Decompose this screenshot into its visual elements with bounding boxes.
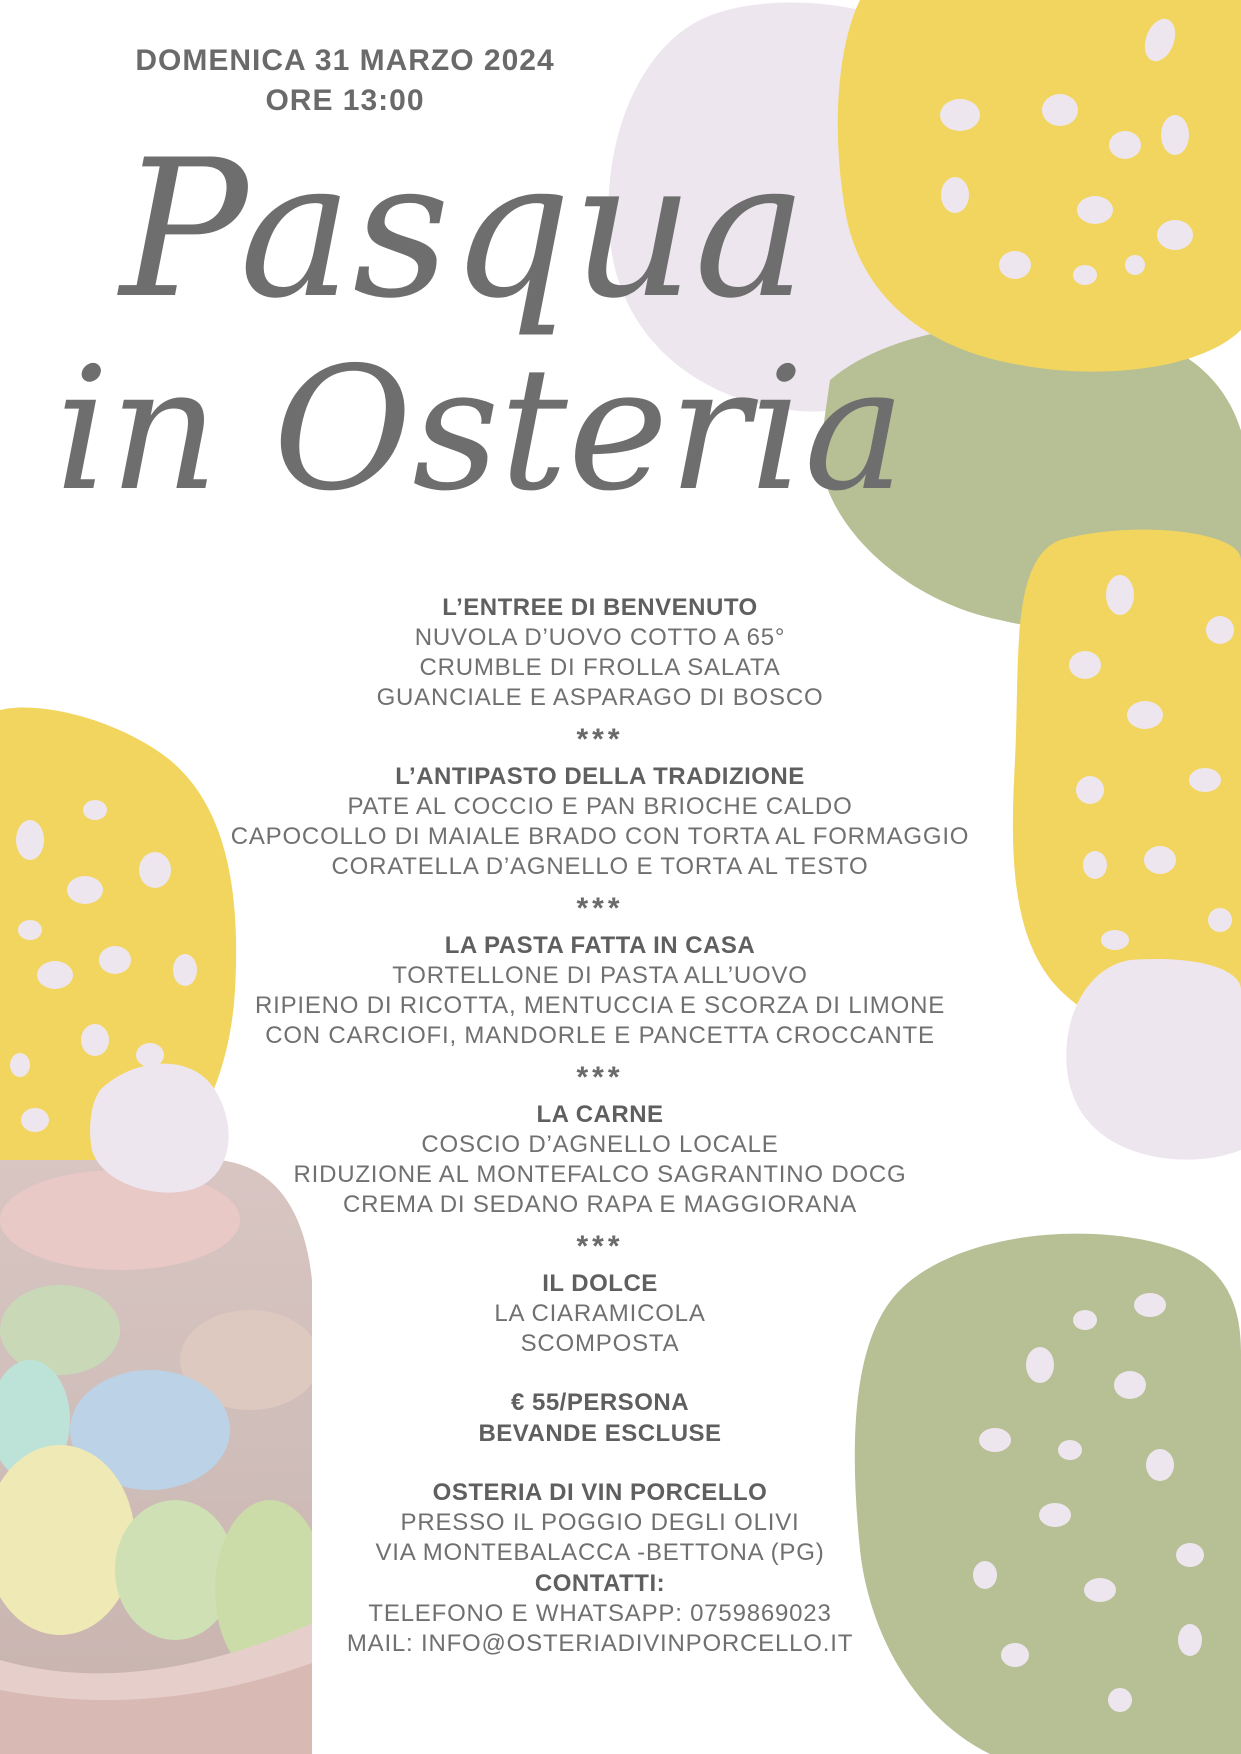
section-heading: IL DOLCE	[542, 1270, 658, 1297]
section-heading: LA PASTA FATTA IN CASA	[444, 932, 756, 959]
contact-email: MAIL: INFO@OSTERIADIVINPORCELLO.IT	[346, 1630, 854, 1657]
price-block	[200, 1387, 1000, 1449]
section-separator: ***	[576, 1061, 624, 1094]
menu-line: RIPIENO DI RICOTTA, MENTUCCIA E SCORZA DI LIMONE	[254, 992, 946, 1019]
menu	[200, 592, 1000, 1659]
menu-section-entree	[200, 592, 1000, 713]
title-line-2: in Osteria	[55, 331, 906, 529]
menu-section-dolce	[200, 1268, 1000, 1359]
event-time: ORE 13:00	[265, 84, 425, 117]
venue-line: PRESSO IL POGGIO DEGLI OLIVI	[400, 1509, 800, 1536]
menu-line: CREMA DI SEDANO RAPA E MAGGIORANA	[342, 1191, 858, 1218]
contacts-heading: CONTATTI:	[534, 1570, 666, 1597]
menu-line: NUVOLA D’UOVO COTTO A 65°	[414, 624, 786, 651]
section-heading: L’ANTIPASTO DELLA TRADIZIONE	[395, 763, 805, 790]
event-date: DOMENICA 31 MARZO 2024	[135, 44, 555, 77]
section-separator: ***	[576, 1230, 624, 1263]
section-heading: L’ENTREE DI BENVENUTO	[442, 594, 758, 621]
menu-line: RIDUZIONE AL MONTEFALCO SAGRANTINO DOCG	[293, 1161, 907, 1188]
title-line-1: Pasqua	[120, 119, 808, 340]
menu-line: GUANCIALE E ASPARAGO DI BOSCO	[376, 684, 824, 711]
section-heading: LA CARNE	[536, 1101, 664, 1128]
menu-line: CON CARCIOFI, MANDORLE E PANCETTA CROCCANTE	[265, 1022, 935, 1049]
section-separator: ***	[576, 892, 624, 925]
menu-section-carne	[200, 1099, 1000, 1220]
venue-name: OSTERIA DI VIN PORCELLO	[432, 1479, 768, 1506]
section-separator: ***	[576, 723, 624, 756]
venue-address: VIA MONTEBALACCA -BETTONA (PG)	[375, 1539, 825, 1566]
menu-line: CORATELLA D’AGNELLO E TORTA AL TESTO	[331, 853, 869, 880]
menu-line: SCOMPOSTA	[520, 1330, 680, 1357]
venue-block	[200, 1477, 1000, 1659]
menu-section-pasta	[200, 930, 1000, 1051]
menu-section-antipasto	[200, 761, 1000, 882]
menu-line: TORTELLONE DI PASTA ALL’UOVO	[392, 962, 808, 989]
menu-line: CRUMBLE DI FROLLA SALATA	[419, 654, 781, 681]
contact-phone: TELEFONO E WHATSAPP: 0759869023	[368, 1600, 832, 1627]
price-amount: € 55/PERSONA	[510, 1389, 690, 1416]
menu-line: LA CIARAMICOLA	[494, 1300, 706, 1327]
price-note: BEVANDE ESCLUSE	[478, 1420, 722, 1447]
menu-line: CAPOCOLLO DI MAIALE BRADO CON TORTA AL FORMAGGIO	[230, 823, 970, 850]
menu-line: PATE AL COCCIO E PAN BRIOCHE CALDO	[347, 793, 853, 820]
menu-line: COSCIO D’AGNELLO LOCALE	[421, 1131, 779, 1158]
lilac-blob-right	[1066, 959, 1241, 1160]
